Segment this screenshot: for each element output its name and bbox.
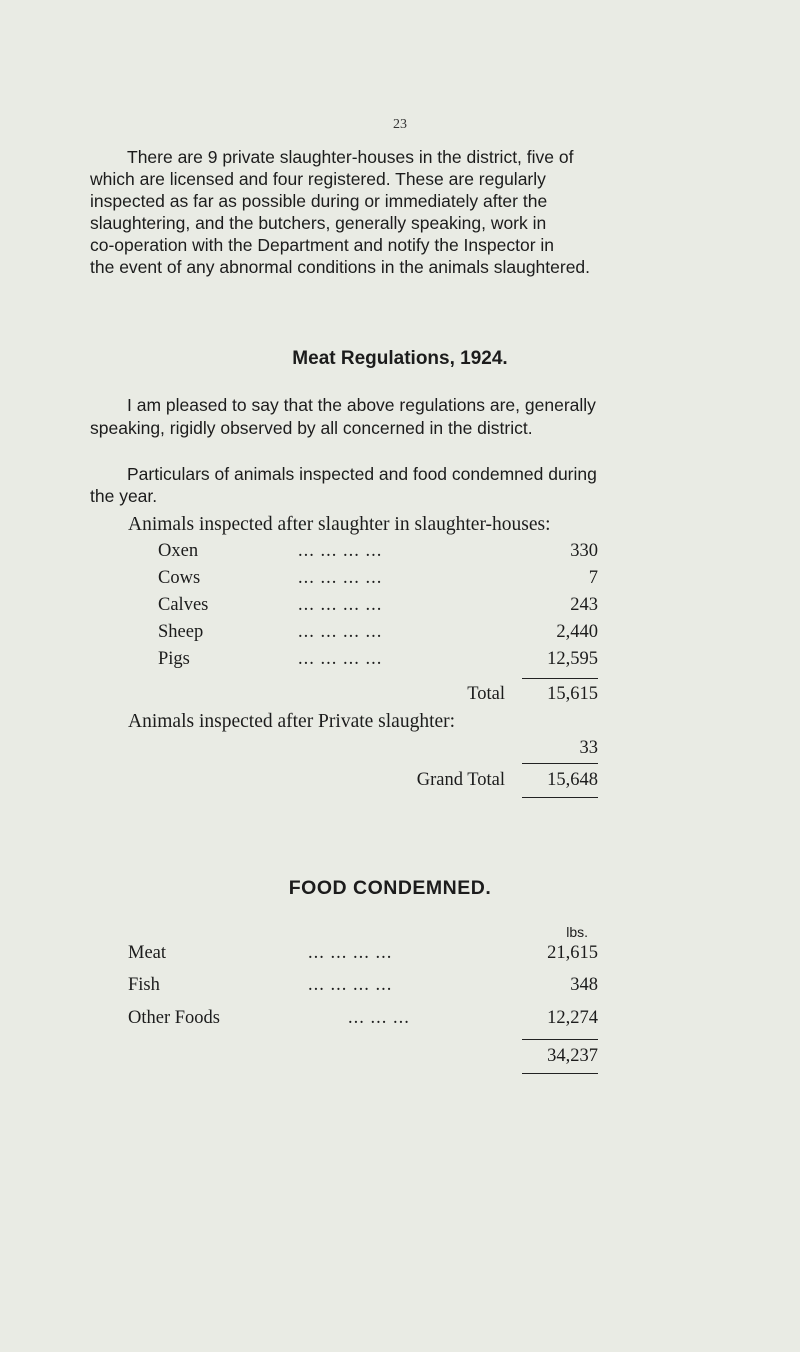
row-label: Oxen — [158, 541, 199, 561]
food-condemned-heading: FOOD CONDEMNED. — [288, 877, 492, 899]
intro-line-6: the event of any abnormal conditions in the animals slaughtered. — [90, 257, 591, 277]
row-label: Calves — [158, 595, 209, 615]
food-total-rule — [522, 1039, 598, 1040]
total-value: 15,615 — [547, 684, 598, 704]
row-label: Pigs — [158, 649, 190, 669]
private-slaughter-value: 33 — [579, 738, 598, 758]
row-value: 12,595 — [547, 649, 598, 669]
row-leader: ... ... ... ... — [308, 943, 393, 963]
subtotal-rule — [522, 678, 598, 679]
table-row — [158, 541, 598, 567]
total-label: Total — [467, 684, 505, 704]
intro-line-3: inspected as far as possible during or immediately after the — [90, 191, 548, 211]
row-label: Other Foods — [128, 1008, 220, 1028]
intro-line-5: co-operation with the Department and notify the Inspector in — [90, 235, 555, 255]
table-row — [128, 975, 598, 1001]
row-value: 243 — [570, 595, 598, 615]
row-label: Meat — [128, 943, 167, 963]
intro-line-1: There are 9 private slaughter-houses in the district, five of — [127, 147, 574, 167]
table-row — [128, 943, 598, 969]
particulars-line-2: the year. — [90, 486, 158, 506]
table-row — [158, 622, 598, 648]
food-total-value: 34,237 — [547, 1046, 598, 1066]
row-value: 330 — [570, 541, 598, 561]
row-value: 7 — [588, 568, 598, 588]
row-leader: ... ... ... ... — [298, 649, 383, 669]
row-leader: ... ... ... ... — [298, 595, 383, 615]
meat-regulations-line-2: speaking, rigidly observed by all concerned in the district. — [90, 418, 533, 438]
row-leader: ... ... ... ... — [298, 568, 383, 588]
private-slaughter-caption: Animals inspected after Private slaughter: — [128, 711, 456, 732]
row-leader: ... ... ... ... — [298, 541, 383, 561]
row-label: Fish — [128, 975, 160, 995]
unit-label: lbs. — [566, 924, 588, 940]
grand-total-label: Grand Total — [416, 770, 505, 790]
row-label: Sheep — [158, 622, 204, 642]
grand-total-underline — [522, 797, 598, 798]
row-label: Cows — [158, 568, 201, 588]
table-row — [158, 568, 598, 594]
meat-regulations-heading: Meat Regulations, 1924. — [292, 348, 508, 369]
row-leader: ... ... ... — [348, 1008, 410, 1028]
grand-total-value: 15,648 — [547, 770, 598, 790]
row-value: 12,274 — [547, 1008, 598, 1028]
food-total-underline — [522, 1073, 598, 1074]
animals-caption: Animals inspected after slaughter in slaughter-houses: — [128, 514, 551, 535]
intro-line-4: slaughtering, and the butchers, generally speaking, work in — [90, 213, 547, 233]
page-number: 23 — [393, 117, 407, 132]
meat-regulations-line-1: I am pleased to say that the above regulations are, generally — [127, 395, 596, 415]
table-row — [158, 649, 598, 675]
row-value: 21,615 — [547, 943, 598, 963]
table-row — [128, 1008, 598, 1034]
table-row — [158, 595, 598, 621]
grand-total-rule — [522, 763, 598, 764]
row-value: 2,440 — [556, 622, 598, 642]
row-leader: ... ... ... ... — [298, 622, 383, 642]
particulars-line-1: Particulars of animals inspected and food condemned during — [127, 464, 597, 484]
row-leader: ... ... ... ... — [308, 975, 393, 995]
intro-line-2: which are licensed and four registered. These are regularly — [90, 169, 546, 189]
row-value: 348 — [570, 975, 598, 995]
